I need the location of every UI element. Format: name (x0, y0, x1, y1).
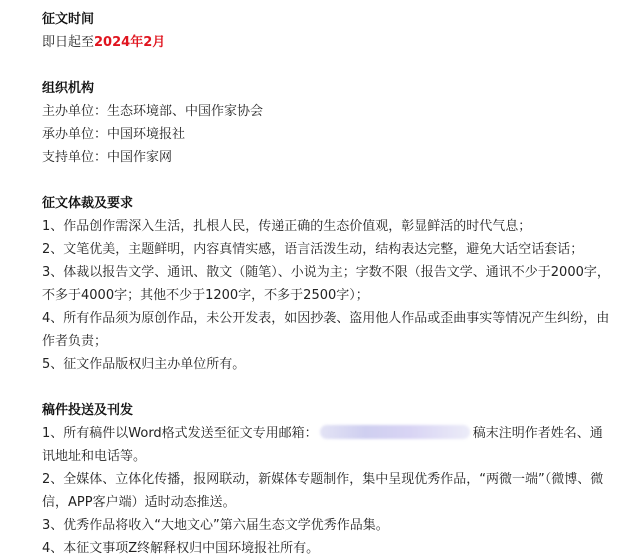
section-requirements (42, 192, 614, 376)
section-submission (42, 399, 614, 560)
deadline-highlight: 2024年2月 (94, 35, 166, 50)
section-heading-org: 组织机构 (42, 81, 95, 96)
submission-email-suffix: 稿末注明作者姓名、通讯地址和电话等。 (42, 426, 603, 464)
section-heading-submission: 稿件投送及刊发 (42, 403, 134, 418)
section-time (42, 8, 614, 54)
org-host: 主办单位：生态环境部、中国作家协会 (42, 104, 264, 119)
org-organizer: 承办单位：中国环境报社 (42, 127, 186, 142)
requirement-item: 5、征文作品版权归主办单位所有。 (42, 357, 246, 372)
section-heading-time: 征文时间 (42, 12, 95, 27)
org-supporter: 支持单位：中国作家网 (42, 150, 173, 165)
requirement-item: 3、体裁以报告文学、通讯、散文（随笔）、小说为主；字数不限（报告文学、通讯不少于2000字，不多于4000字；其他不少于1200字，不多于2500字）； (42, 265, 610, 303)
section-org (42, 77, 614, 169)
time-text (42, 31, 614, 54)
section-heading-requirements: 征文体裁及要求 (42, 196, 134, 211)
requirement-item: 2、文笔优美，主题鲜明，内容真情实感，语言活泼生动，结构表达完整，避免大话空话套话； (42, 242, 584, 257)
submission-item: 2、全媒体、立体化传播，报网联动，新媒体专题制作，集中呈现优秀作品，“两微一端”（微博、微信，APP客户端）适时动态推送。 (42, 472, 604, 510)
submission-item: 3、优秀作品将收入“大地文心”第六届生态文学优秀作品集。 (42, 518, 389, 533)
requirement-item: 4、所有作品须为原创作品，未公开发表，如因抄袭、盗用他人作品或歪曲事实等情况产生纠纷，由作者负责； (42, 311, 610, 349)
submission-email-prefix: 1、所有稿件以Word格式发送至征文专用邮箱： (42, 426, 318, 441)
requirement-item: 1、作品创作需深入生活，扎根人民，传递正确的生态价值观，彰显鲜活的时代气息； (42, 219, 532, 234)
redacted-email (320, 425, 470, 439)
time-prefix: 即日起至 (42, 35, 95, 50)
submission-item: 4、本征文事项Z终解释权归中国环境报社所有。 (42, 541, 320, 556)
submission-item-email (42, 422, 614, 468)
